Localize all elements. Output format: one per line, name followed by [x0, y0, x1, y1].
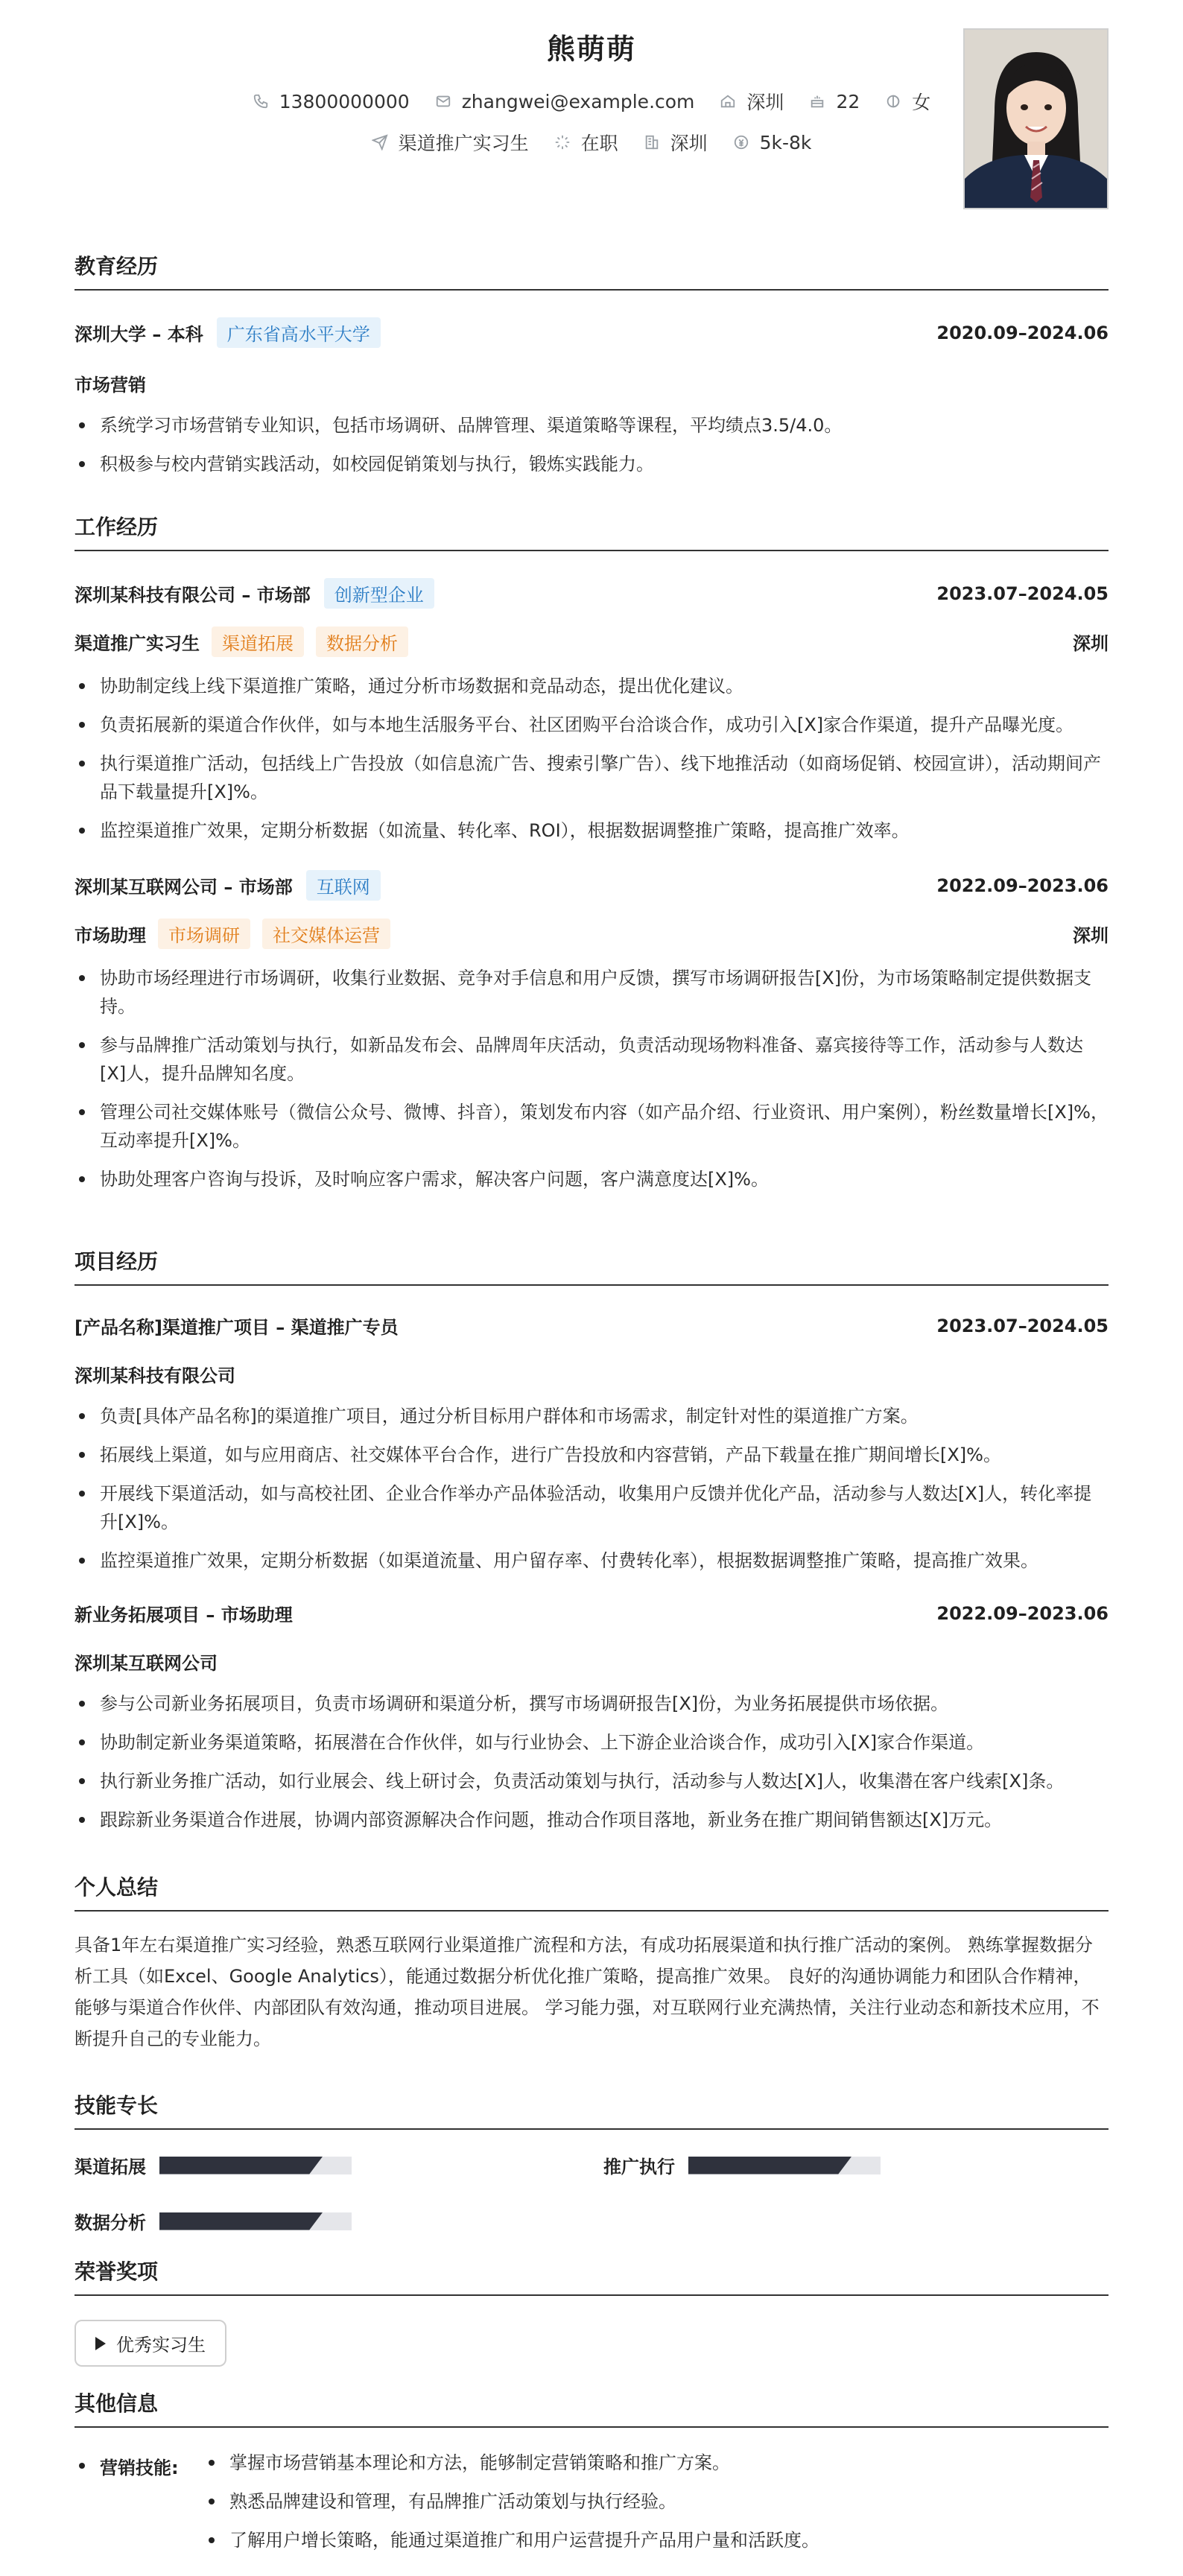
list-item: 协助市场经理进行市场调研，收集行业数据、竞争对手信息和用户反馈，撰写市场调研报告[X]份，为市场策略制定提供数据支持。: [74, 964, 1109, 1021]
project-name: 新业务拓展项目 – 市场助理: [74, 1605, 293, 1625]
project-header: [74, 1600, 1109, 1626]
list-item: 协助处理客户咨询与投诉，及时响应客户需求，解决客户问题，客户满意度达[X]%。: [74, 1165, 1109, 1193]
list-item: 参与公司新业务拓展项目，负责市场调研和渠道分析，撰写市场调研报告[X]份，为业务拓展提供市场依据。: [74, 1690, 1109, 1718]
play-icon: [95, 2337, 106, 2350]
gender-item: [885, 88, 930, 115]
other-bullets: [204, 2449, 819, 2554]
skill-bar-fill: [159, 2157, 323, 2174]
age-text: 22: [836, 90, 860, 112]
summary-section: [74, 1871, 1109, 2055]
list-item: 拓展线上渠道，如与应用商店、社交媒体平台合作，进行广告投放和内容营销，产品下载量在推广期间增长[X]%。: [74, 1441, 1109, 1469]
major-line: [74, 370, 1109, 396]
email-text: zhangwei@example.com: [461, 90, 695, 112]
resume-header: [74, 0, 1109, 223]
skill-item: [74, 2152, 603, 2178]
mail-icon: [435, 93, 451, 110]
project-org-line: [74, 1649, 1109, 1675]
skill-bar-fill: [688, 2157, 851, 2174]
other-label: 营销技能:: [74, 2453, 204, 2554]
other-row: [74, 2453, 1109, 2554]
list-item: 监控渠道推广效果，定期分析数据（如渠道流量、用户留存率、付费转化率），根据数据调整推广策略，提高推广效果。: [74, 1546, 1109, 1575]
role-line: [74, 626, 1109, 657]
skill-name: 渠道拓展: [74, 2157, 146, 2177]
phone-text: 13800000000: [279, 90, 410, 112]
company-name: 深圳某互联网公司 – 市场部: [74, 877, 293, 898]
status-item: [554, 129, 618, 156]
list-item: 管理公司社交媒体账号（微信公众号、微博、抖音），策划发布内容（如产品介绍、行业资讯、用户案例），粉丝数量增长[X]%，互动率提升[X]%。: [74, 1098, 1109, 1155]
project-date: 2023.07–2024.05: [936, 1315, 1109, 1336]
list-item: 积极参与校内营销实践活动，如校园促销策划与执行，锻炼实践能力。: [74, 450, 1109, 478]
building-icon: [644, 134, 660, 150]
list-item: 负责[具体产品名称]的渠道推广项目，通过分析目标用户群体和市场需求，制定针对性的渠道推广方案。: [74, 1402, 1109, 1430]
skill-tag: 渠道拓展: [212, 626, 304, 657]
other-title: 其他信息: [74, 2388, 1109, 2428]
list-item: 开展线下渠道活动，如与高校社团、企业合作举办产品体验活动，收集用户反馈并优化产品，活动参与人数达[X]人，转化率提升[X]%。: [74, 1479, 1109, 1536]
target-role-item: [372, 129, 529, 156]
role-name: 渠道推广实习生: [74, 633, 200, 654]
list-item: 监控渠道推广效果，定期分析数据（如流量、转化率、ROI），根据数据调整推广策略，提高推广效率。: [74, 816, 1109, 845]
education-bullets: [74, 411, 1109, 478]
job-date: 2023.07–2024.05: [936, 583, 1109, 604]
awards-section: [74, 2256, 1109, 2367]
education-section: [74, 250, 1109, 478]
portrait-illustration: [965, 30, 1107, 208]
project-header: [74, 1313, 1109, 1339]
location-item: [720, 88, 784, 115]
major-name: 市场营销: [74, 375, 146, 396]
project-org-line: [74, 1361, 1109, 1387]
job-city: 深圳: [1073, 633, 1109, 654]
list-item: 跟踪新业务渠道合作进展，协调内部资源解决合作问题，推动合作项目落地，新业务在推广期间销售额达[X]万元。: [74, 1806, 1109, 1834]
phone-item: [253, 91, 410, 112]
award-chip: [74, 2320, 226, 2367]
skill-bar: [159, 2212, 352, 2230]
list-item: 负责拓展新的渠道合作伙伴，如与本地生活服务平台、社区团购平台洽谈合作，成功引入[X]家合作渠道，提升产品曝光度。: [74, 711, 1109, 739]
job-header: [74, 870, 1109, 901]
avatar-photo: [963, 28, 1109, 209]
skill-item: [603, 2152, 881, 2178]
list-item: 了解用户增长策略，能通过渠道推广和用户运营提升产品用户量和活跃度。: [204, 2526, 819, 2554]
list-item: 熟悉品牌建设和管理，有品牌推广活动策划与执行经验。: [204, 2487, 819, 2516]
other-section: [74, 2388, 1109, 2554]
skill-tag: 社交媒体运营: [262, 919, 390, 949]
list-item: 掌握市场营销基本理论和方法，能够制定营销策略和推广方案。: [204, 2449, 819, 2477]
list-item: 协助制定线上线下渠道推广策略，通过分析市场数据和竞品动态，提出优化建议。: [74, 672, 1109, 700]
candidate-name: 熊萌萌: [546, 33, 636, 66]
skill-bar-fill: [159, 2212, 323, 2230]
job-bullets: [74, 672, 1109, 845]
job-date: 2022.09–2023.06: [936, 875, 1109, 896]
skill-bar: [688, 2157, 881, 2174]
salary-item: [733, 132, 812, 153]
skill-bar: [159, 2157, 352, 2174]
awards-title: 荣誉奖项: [74, 2256, 1109, 2296]
skills-title: 技能专长: [74, 2090, 1109, 2130]
location-text: 深圳: [746, 92, 784, 113]
skill-row: [74, 2152, 1109, 2178]
skill-row: [74, 2208, 1109, 2234]
email-item: [435, 91, 695, 112]
age-item: [809, 91, 860, 112]
project-org: 深圳某科技有限公司: [74, 1365, 235, 1386]
projects-section: [74, 1246, 1109, 1834]
status-text: 在职: [580, 133, 618, 154]
skill-name: 推广执行: [603, 2157, 675, 2177]
job-intent-line: [74, 129, 1109, 156]
home-icon: [720, 93, 736, 110]
target-city-item: [644, 129, 708, 156]
job-header: [74, 578, 1109, 609]
school-name: 深圳大学 – 本科: [74, 324, 203, 345]
skills-section: [74, 2090, 1109, 2234]
company-tag: 互联网: [306, 870, 381, 901]
school-tag: 广东省高水平大学: [217, 317, 381, 348]
list-item: 系统学习市场营销专业知识，包括市场调研、品牌管理、渠道策略等课程，平均绩点3.5/4.0。: [74, 411, 1109, 440]
project-org: 深圳某互联网公司: [74, 1653, 218, 1674]
award-name: 优秀实习生: [116, 2335, 206, 2355]
skill-tag: 市场调研: [158, 919, 250, 949]
gender-text: 女: [912, 92, 931, 113]
send-icon: [372, 134, 388, 150]
project-name: [产品名称]渠道推广项目 – 渠道推广专员: [74, 1317, 399, 1338]
list-item: 参与品牌推广活动策划与执行，如新品发布会、品牌周年庆活动，负责活动现场物料准备、嘉宾接待等工作，活动参与人数达[X]人，提升品牌知名度。: [74, 1031, 1109, 1088]
loader-icon: [554, 134, 571, 150]
list-item: 执行新业务推广活动，如行业展会、线上研讨会，负责活动策划与执行，活动参与人数达[X]人，收集潜在客户线索[X]条。: [74, 1767, 1109, 1795]
job-bullets: [74, 964, 1109, 1193]
project-bullets: [74, 1402, 1109, 1575]
company-name: 深圳某科技有限公司 – 市场部: [74, 585, 311, 606]
work-title: 工作经历: [74, 511, 1109, 551]
contact-line: [74, 88, 1109, 115]
phone-icon: [253, 93, 269, 110]
role-line: [74, 919, 1109, 949]
project-date: 2022.09–2023.06: [936, 1602, 1109, 1624]
gender-icon: [885, 93, 901, 110]
target-city-text: 深圳: [670, 133, 708, 154]
skill-item: [74, 2208, 352, 2234]
salary-text: 5k-8k: [759, 131, 812, 153]
list-item: 协助制定新业务渠道策略，拓展潜在合作伙伴，如与行业协会、上下游企业洽谈合作，成功引入[X]家合作渠道。: [74, 1728, 1109, 1757]
job-city: 深圳: [1073, 925, 1109, 946]
summary-text: 具备1年左右渠道推广实习经验，熟悉互联网行业渠道推广流程和方法，有成功拓展渠道和执行推广活动的案例。 熟练掌握数据分析工具（如Excel、Google Analytics），能通过数据分析优化推广策略，提高推广效果。 良好的沟通协调能力和团队合作精神，能够与渠道合作伙伴、内部团队有效沟通，推动项目进展。 学习能力强，对互联网行业充满热情，关注行业动态和新技术应用，不断提升自己的专业能力。: [74, 1935, 1100, 2049]
education-date: 2020.09–2024.06: [936, 322, 1109, 343]
skill-tag: 数据分析: [316, 626, 408, 657]
cake-icon: [809, 93, 825, 110]
company-tag: 创新型企业: [324, 578, 434, 609]
education-header: [74, 317, 1109, 348]
project-bullets: [74, 1690, 1109, 1834]
work-section: [74, 511, 1109, 1193]
summary-title: 个人总结: [74, 1871, 1109, 1912]
coin-icon: [733, 134, 749, 150]
role-name: 市场助理: [74, 925, 146, 946]
skill-name: 数据分析: [74, 2212, 146, 2233]
list-item: 执行渠道推广活动，包括线上广告投放（如信息流广告、搜索引擎广告）、线下地推活动（如商场促销、校园宣讲），活动期间产品下载量提升[X]%。: [74, 749, 1109, 806]
education-title: 教育经历: [74, 250, 1109, 291]
target-role-text: 渠道推广实习生: [398, 133, 529, 154]
projects-title: 项目经历: [74, 1246, 1109, 1286]
